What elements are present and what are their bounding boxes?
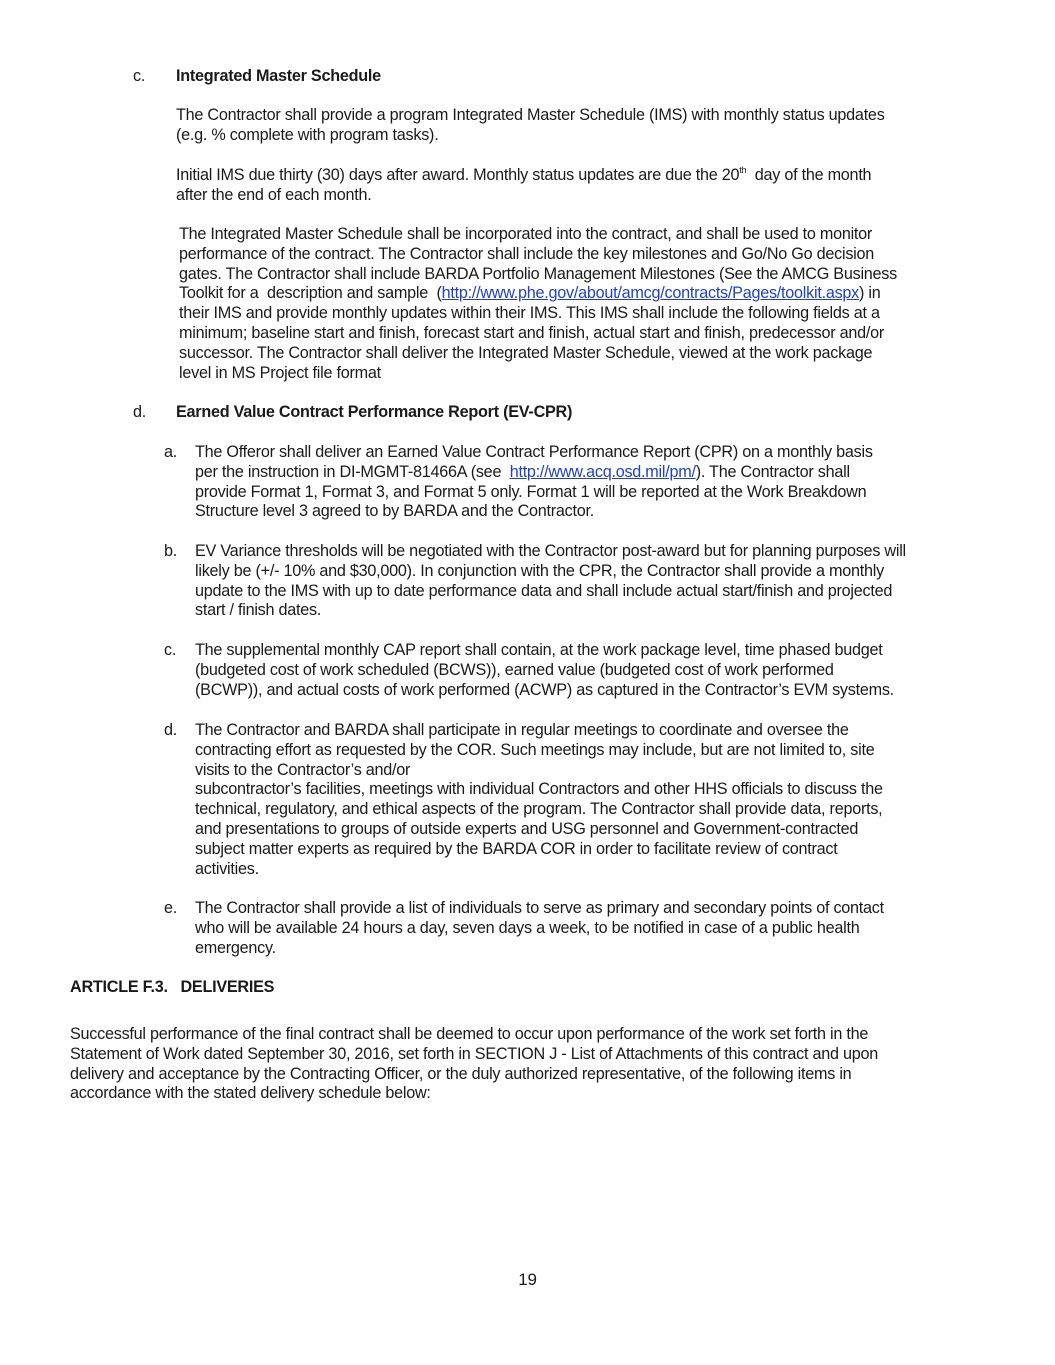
text-line: update to the IMS with up to date performance data and shall include actual start/finish and projected (195, 581, 893, 600)
section-c-title: Integrated Master Schedule (176, 67, 381, 85)
text-line: The Offeror shall deliver an Earned Value Contract Performance Report (CPR) on a monthly basis (195, 443, 873, 461)
section-d-marker: d. (133, 403, 147, 421)
text-line: (budgeted cost of work scheduled (BCWS)), earned value (budgeted cost of work performed (195, 660, 834, 679)
list-item (195, 443, 873, 522)
text-fragment: Initial IMS due thirty (30) days after award. Monthly status updates are due the 20 (176, 166, 740, 184)
text-line: The Contractor and BARDA shall participate in regular meetings to coordinate and oversee the (195, 721, 849, 739)
text-line: successor. The Contractor shall deliver the Integrated Master Schedule, viewed at the work package (179, 343, 873, 362)
article-paragraph (70, 1025, 878, 1104)
text-line: who will be available 24 hours a day, seven days a week, to be notified in case of a public health (195, 918, 860, 937)
text-line: Successful performance of the final contract shall be deemed to occur upon performance of the work set forth in the (70, 1025, 869, 1043)
text-line: delivery and acceptance by the Contracting Officer, or the duly authorized representative, of the following items in (70, 1064, 852, 1083)
text-line (176, 166, 871, 186)
section-c-paragraph-3 (179, 225, 897, 383)
text-line: gates. The Contractor shall include BARDA Portfolio Management Milestones (See the AMCG Business (179, 264, 897, 283)
page-number: 19 (518, 1270, 537, 1289)
text-line: activities. (195, 859, 259, 878)
list-marker: d. (164, 721, 178, 739)
list-marker: a. (164, 443, 178, 461)
text-line: provide Format 1, Format 3, and Format 5 only. Format 1 will be reported at the Work Breakdown (195, 482, 867, 501)
text-fragment: Toolkit for a description and sample ( (179, 284, 442, 303)
text-line: The Contractor shall provide a program Integrated Master Schedule (IMS) with monthly status updates (176, 106, 885, 124)
text-line: technical, regulatory, and ethical aspects of the program. The Contractor shall provide data, reports, (195, 800, 883, 819)
text-line: Statement of Work dated September 30, 2016, set forth in SECTION J - List of Attachments of this contract and upon (70, 1044, 878, 1063)
text-line: accordance with the stated delivery schedule below: (70, 1084, 431, 1103)
list-item (195, 641, 894, 700)
text-line: The supplemental monthly CAP report shall contain, at the work package level, time phased budget (195, 641, 883, 659)
text-line: (BCWP)), and actual costs of work performed (ACWP) as captured in the Contractor’s EVM systems. (195, 680, 894, 699)
text-fragment: ) in (859, 284, 881, 303)
section-c-marker: c. (133, 67, 146, 85)
text-fragment: ). The Contractor shall (695, 462, 850, 481)
text-line: and presentations to groups of outside experts and USG personnel and Government-contracted (195, 819, 859, 838)
list-item (195, 899, 884, 958)
text-line: subject matter experts as required by the BARDA COR in order to facilitate review of contract (195, 839, 838, 858)
text-line: visits to the Contractor’s and/or (195, 760, 411, 779)
text-fragment: per the instruction in DI-MGMT-81466A (see (195, 462, 510, 481)
superscript: th (739, 165, 747, 175)
text-line: subcontractor’s facilities, meetings with individual Contractors and other HHS officials to discuss the (195, 780, 883, 799)
text-line: The Contractor shall provide a list of individuals to serve as primary and secondary points of contact (195, 899, 884, 917)
text-line: Structure level 3 agreed to by BARDA and the Contractor. (195, 502, 595, 521)
text-line: level in MS Project file format (179, 363, 381, 382)
list-marker: c. (164, 641, 177, 659)
text-line: after the end of each month. (176, 185, 372, 204)
acq-osd-pm-link[interactable]: http://www.acq.osd.mil/pm/ (509, 462, 696, 481)
list-marker: b. (164, 542, 178, 560)
text-fragment: day of the month (746, 166, 872, 184)
text-line: EV Variance thresholds will be negotiated with the Contractor post-award but for planning purposes will (195, 542, 906, 560)
text-line: performance of the contract. The Contractor shall include the key milestones and Go/No Go decision (179, 244, 875, 263)
text-line: minimum; baseline start and finish, forecast start and finish, actual start and finish, predecessor and/or (179, 323, 884, 342)
text-line: emergency. (195, 938, 276, 957)
amcg-toolkit-link[interactable]: http://www.phe.gov/about/amcg/contracts/Pages/toolkit.aspx (441, 284, 860, 303)
text-line: likely be (+/- 10% and $30,000). In conjunction with the CPR, the Contractor shall provide a monthly (195, 561, 884, 580)
list-item (195, 721, 883, 879)
article-heading: ARTICLE F.3. DELIVERIES (70, 978, 275, 996)
text-line (179, 284, 897, 304)
list-marker: e. (164, 899, 178, 917)
section-c-paragraph-2 (176, 166, 871, 206)
text-line (195, 463, 873, 483)
section-d-title: Earned Value Contract Performance Report (EV-CPR) (176, 403, 573, 421)
section-c-paragraph-1 (176, 106, 885, 146)
list-item (195, 542, 906, 621)
text-line: contracting effort as requested by the COR. Such meetings may include, but are not limited to, site (195, 740, 875, 759)
text-line: start / finish dates. (195, 601, 322, 620)
text-line: (e.g. % complete with program tasks). (176, 125, 439, 144)
text-line: The Integrated Master Schedule shall be incorporated into the contract, and shall be used to monitor (179, 225, 873, 243)
text-line: their IMS and provide monthly updates within their IMS. This IMS shall include the following fields at a (179, 304, 880, 323)
